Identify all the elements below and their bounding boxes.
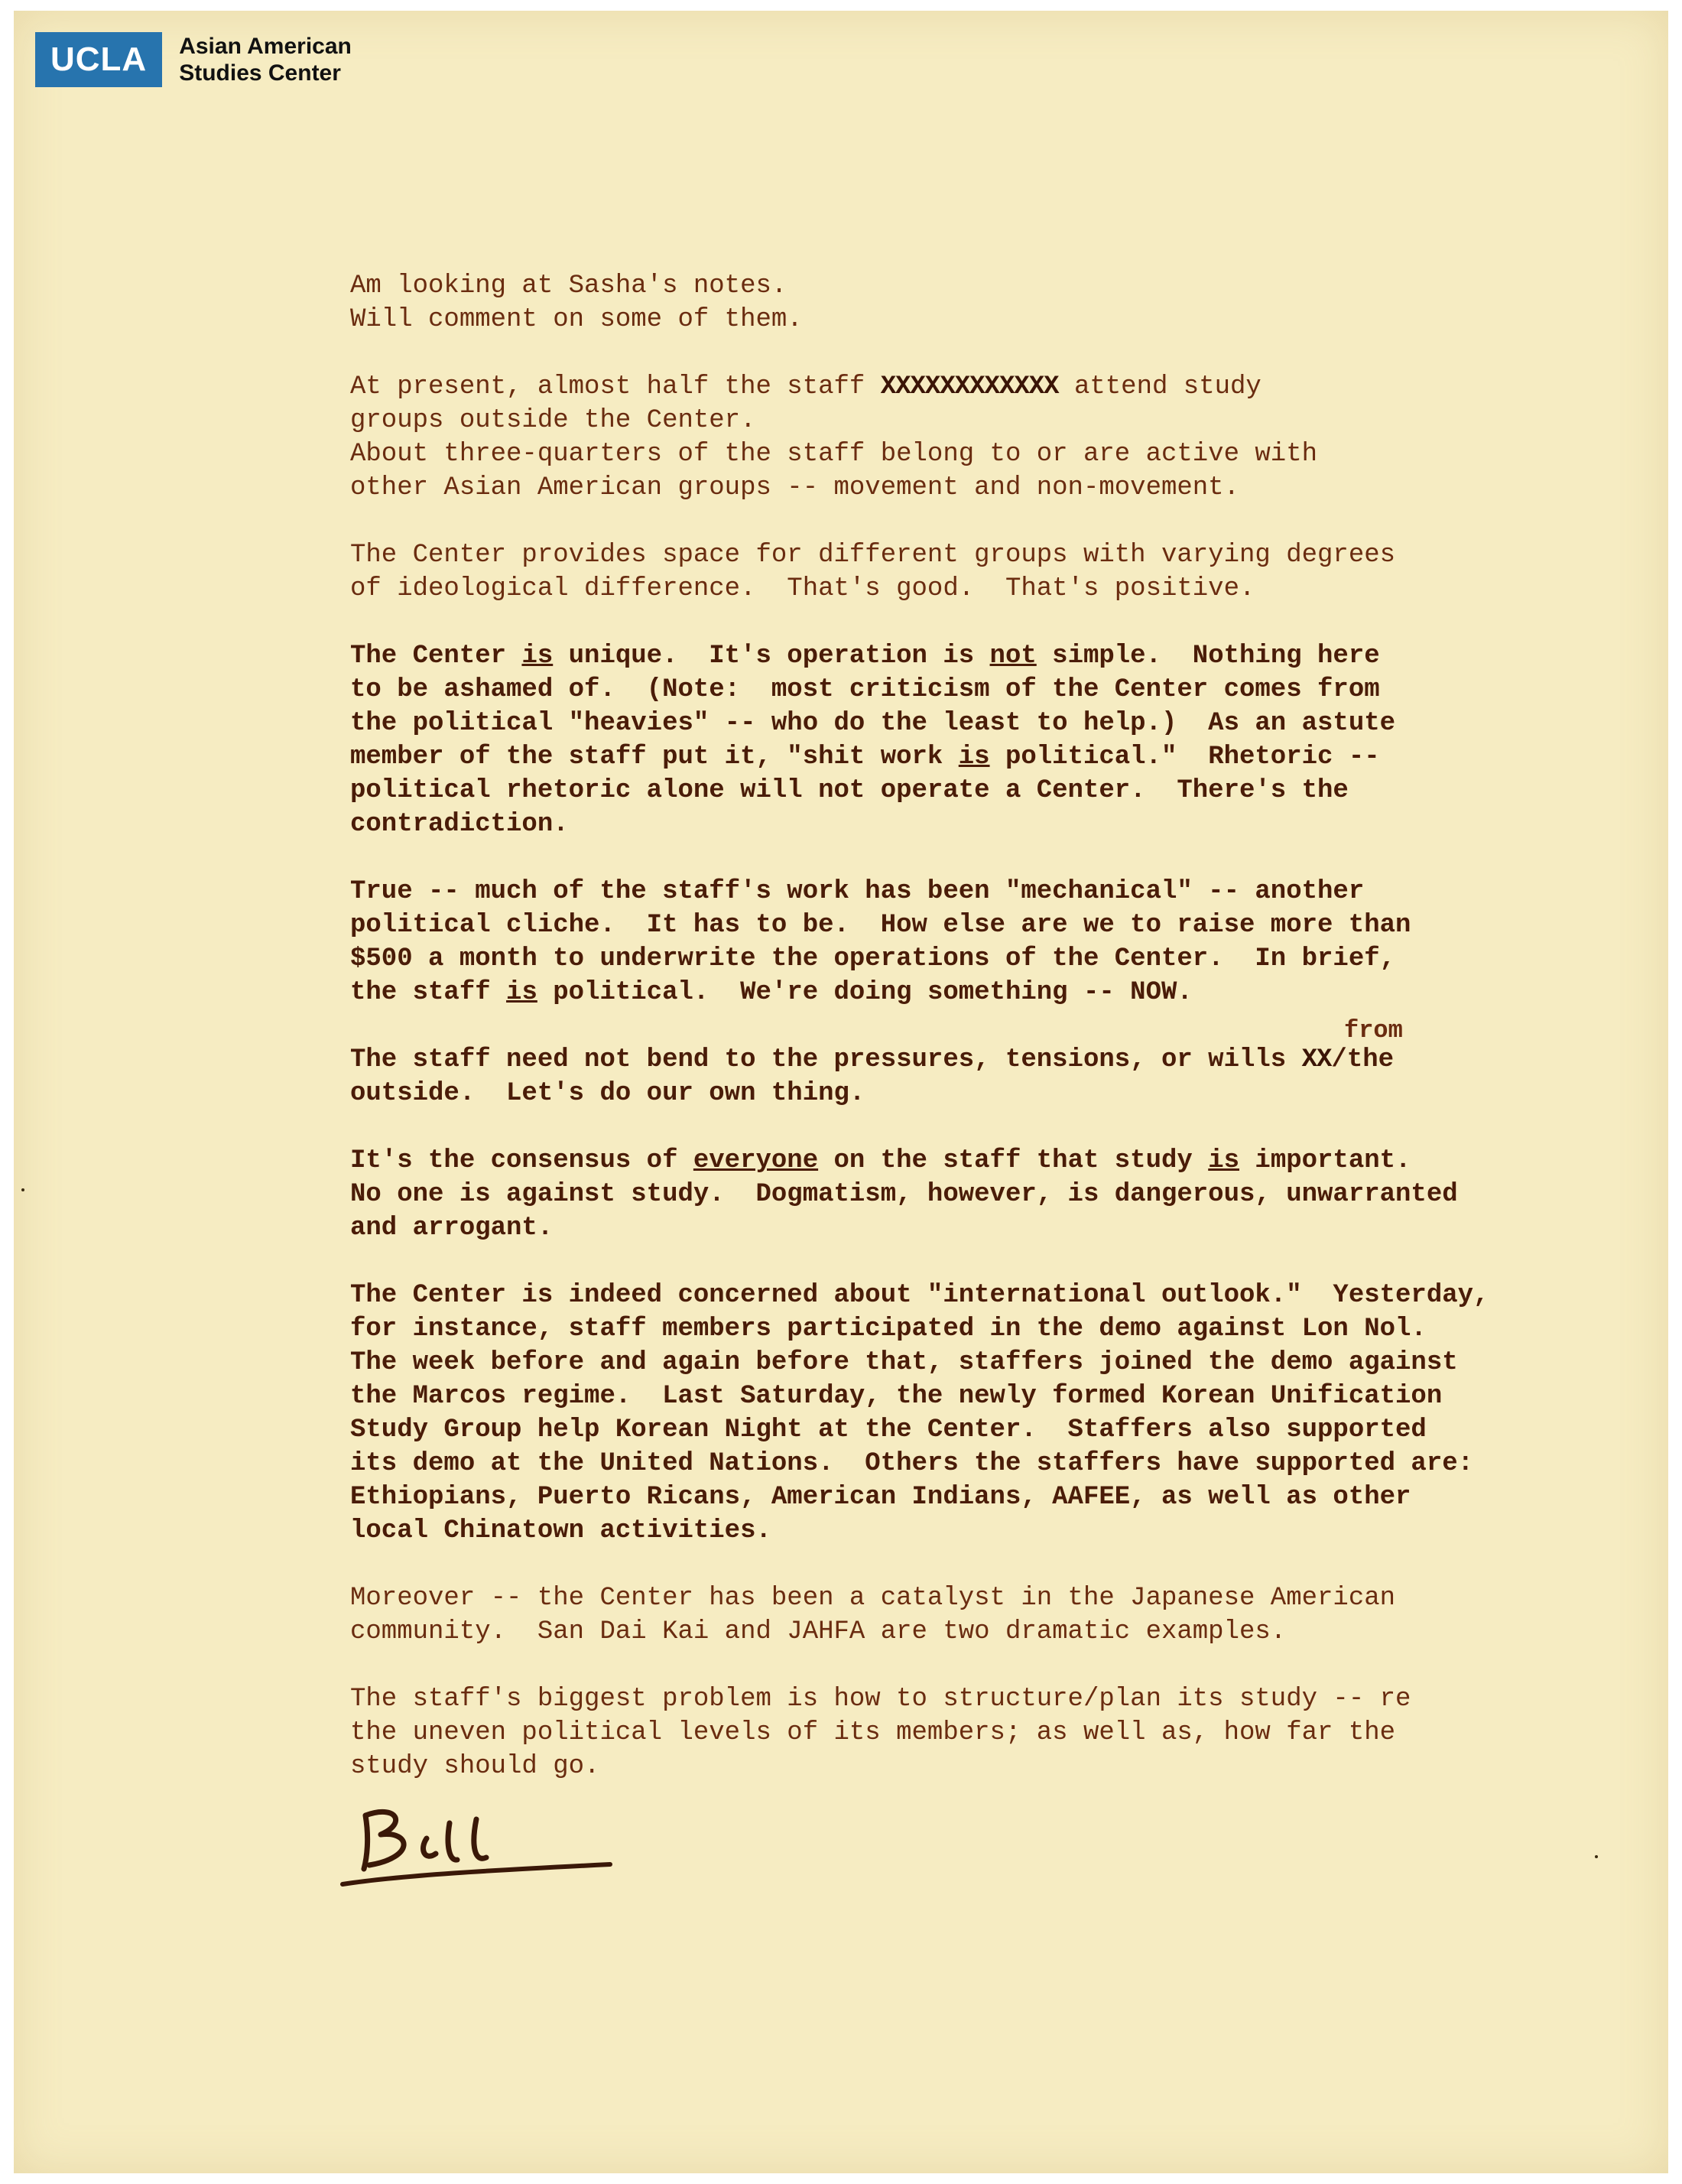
text-line: local Chinatown activities. bbox=[350, 1516, 771, 1545]
text-line: groups outside the Center. bbox=[350, 406, 756, 435]
letter-body bbox=[350, 269, 1543, 1817]
ucla-logo bbox=[35, 32, 352, 87]
text-fragment: At present, almost half the staff bbox=[350, 372, 881, 401]
text-line: and arrogant. bbox=[350, 1214, 554, 1243]
paragraph-4 bbox=[350, 639, 1543, 841]
paragraph-5 bbox=[350, 875, 1543, 1009]
text-line: $500 a month to underwrite the operations of the Center. In brief, bbox=[350, 944, 1396, 973]
text-fragment: It's the consensus of bbox=[350, 1146, 693, 1175]
signature bbox=[335, 1785, 625, 1892]
text-fragment: member of the staff put it, "shit work bbox=[350, 743, 959, 772]
text-line: outside. Let's do our own thing. bbox=[350, 1079, 865, 1108]
text-line: the political "heavies" -- who do the least to help.) As an astute bbox=[350, 709, 1396, 738]
text-line bbox=[350, 370, 1543, 404]
text-fragment: important. bbox=[1239, 1146, 1411, 1175]
document-page bbox=[14, 11, 1668, 2173]
paragraph-3 bbox=[350, 538, 1543, 606]
text-line: About three-quarters of the staff belong to or are active with bbox=[350, 440, 1318, 469]
text-fragment: The Center bbox=[350, 642, 522, 671]
text-line: Study Group help Korean Night at the Center. Staffers also supported bbox=[350, 1415, 1427, 1445]
logo-text bbox=[179, 33, 352, 86]
text-line: Will comment on some of them. bbox=[350, 305, 803, 334]
edge-speck bbox=[21, 1188, 24, 1191]
text-fragment: political. We're doing something -- NOW. bbox=[537, 978, 1193, 1007]
text-line: the uneven political levels of its members; as well as, how far the bbox=[350, 1718, 1396, 1747]
text-line: The Center is indeed concerned about "international outlook." Yesterday, bbox=[350, 1281, 1489, 1310]
text-line bbox=[350, 976, 1543, 1009]
text-line: community. San Dai Kai and JAHFA are two dramatic examples. bbox=[350, 1617, 1287, 1646]
text-fragment: on the staff that study bbox=[818, 1146, 1209, 1175]
paragraph-10 bbox=[350, 1682, 1543, 1783]
text-line: other Asian American groups -- movement and non-movement. bbox=[350, 473, 1239, 502]
paragraph-6 bbox=[350, 1016, 1543, 1110]
text-fragment: /the bbox=[1331, 1045, 1395, 1074]
text-line bbox=[350, 1043, 1543, 1077]
text-fragment: simple. Nothing here bbox=[1036, 642, 1380, 671]
underlined-text: is bbox=[1208, 1146, 1240, 1175]
text-line: the Marcos regime. Last Saturday, the newly formed Korean Unification bbox=[350, 1382, 1443, 1411]
text-line: Moreover -- the Center has been a catalyst in the Japanese American bbox=[350, 1584, 1396, 1613]
text-line: contradiction. bbox=[350, 810, 569, 839]
struck-out-text: XX bbox=[1301, 1045, 1332, 1074]
edge-speck bbox=[1595, 1855, 1598, 1858]
paragraph-8 bbox=[350, 1279, 1543, 1548]
text-line: Am looking at Sasha's notes. bbox=[350, 271, 787, 301]
paragraph-2 bbox=[350, 370, 1543, 505]
logo-line-2: Studies Center bbox=[179, 60, 341, 86]
text-line: The staff's biggest problem is how to structure/plan its study -- re bbox=[350, 1685, 1411, 1714]
text-fragment: the staff bbox=[350, 978, 507, 1007]
underlined-text: is bbox=[958, 743, 990, 772]
text-line: its demo at the United Nations. Others the staffers have supported are: bbox=[350, 1449, 1474, 1478]
text-line: No one is against study. Dogmatism, however, is dangerous, unwarranted bbox=[350, 1180, 1458, 1209]
text-fragment: The staff need not bend to the pressures, tensions, or wills bbox=[350, 1045, 1302, 1074]
text-fragment: unique. It's operation is bbox=[553, 642, 990, 671]
text-line: Ethiopians, Puerto Ricans, American Indians, AAFEE, as well as other bbox=[350, 1483, 1411, 1512]
text-line: political rhetoric alone will not operate a Center. There's the bbox=[350, 776, 1349, 805]
logo-line-1: Asian American bbox=[179, 34, 352, 59]
text-line: True -- much of the staff's work has been "mechanical" -- another bbox=[350, 877, 1365, 906]
signature-underline bbox=[343, 1864, 610, 1884]
underlined-text: is bbox=[521, 642, 554, 671]
paragraph-9 bbox=[350, 1581, 1543, 1649]
text-fragment: political." Rhetoric -- bbox=[989, 743, 1380, 772]
paragraph-7 bbox=[350, 1144, 1543, 1245]
struck-out-text: XXXXXXXXXXXX bbox=[880, 372, 1059, 401]
text-line: The week before and again before that, staffers joined the demo against bbox=[350, 1348, 1458, 1377]
text-line: for instance, staff members participated in the demo against Lon Nol. bbox=[350, 1315, 1427, 1344]
text-line bbox=[350, 740, 1543, 774]
text-line: political cliche. It has to be. How else are we to raise more than bbox=[350, 911, 1411, 940]
underlined-text: everyone bbox=[693, 1146, 819, 1175]
text-fragment: attend study bbox=[1058, 372, 1262, 401]
logo-badge: UCLA bbox=[35, 32, 162, 87]
text-line bbox=[350, 639, 1543, 673]
text-line: to be ashamed of. (Note: most criticism of the Center comes from bbox=[350, 675, 1380, 704]
paragraph-1 bbox=[350, 269, 1543, 336]
underlined-text: not bbox=[989, 642, 1037, 671]
text-line: The Center provides space for different groups with varying degrees bbox=[350, 541, 1396, 570]
handwritten-insert: from bbox=[1344, 1016, 1403, 1045]
text-line: of ideological difference. That's good. That's positive. bbox=[350, 574, 1255, 603]
underlined-text: is bbox=[506, 978, 537, 1007]
signature-stroke bbox=[364, 1812, 486, 1869]
text-line: study should go. bbox=[350, 1752, 600, 1781]
text-line bbox=[350, 1144, 1543, 1178]
